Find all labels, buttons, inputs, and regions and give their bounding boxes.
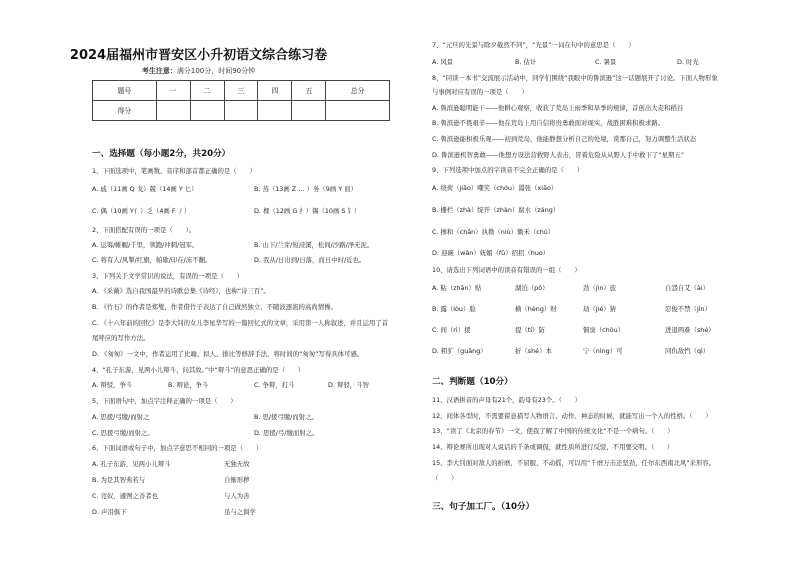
- option-line: A. 思援/弓缴/而射之: [92, 413, 150, 421]
- option-line: D. 迎碗（wǎn）妩媚（fǔ）招招（huo）: [432, 249, 550, 257]
- exam-note: [0, 66, 397, 76]
- question-line: 15、李大钊面对敌人的折磨，不屈服、不动摇，可以用“千磨万击还坚劲，任尔东西南北风”来形容。: [432, 459, 716, 467]
- option-line: D. 声泪俱下: [92, 508, 127, 516]
- score-input-cell[interactable]: [258, 101, 292, 121]
- option-line: B. 思/援弓缴/而射之。: [254, 413, 318, 421]
- option-line: D. 我从/日出到/日落，而日中时/近也。: [254, 256, 366, 264]
- option-line: 进退两难（shé）: [665, 326, 715, 334]
- option-line: B. 辩论，争斗: [168, 381, 209, 389]
- option-line: A. 戚（11画 Q 戈）兢（14画 Y 匕）: [92, 185, 198, 193]
- option-line: A. 《采薇》选自我国最早的诗歌总集《诗经》，也称“诗三百”。: [92, 287, 270, 295]
- question-line: 4、“孔子东游，见两小儿辩斗，问其故。”中“辩斗”的意思正确的是（ ）: [92, 366, 305, 374]
- score-input-cell[interactable]: [292, 101, 326, 121]
- option-line: A. 粘（zhān）贴: [432, 284, 482, 292]
- option-line: D. 粗犷（guǎng）: [432, 347, 487, 355]
- score-input-cell[interactable]: [326, 101, 390, 121]
- question-line: 11、汉语拼音的声母有21个，韵母有23个。（ ）: [432, 396, 582, 404]
- section-heading-judge: 二、判断题（10分）: [432, 377, 513, 387]
- exam-note-text: 满分100分，时间90分钟: [176, 67, 256, 75]
- option-line: 劫（jié）猜: [583, 305, 617, 313]
- option-line: 自怨自艾（ài）: [665, 284, 710, 292]
- score-header-cell: 五: [292, 81, 326, 101]
- question-line: 13、“读了《北京的春节》一文，使我了解了中国的传统文化”不是一个病句。（ ）: [432, 427, 674, 435]
- option-line: A. 孔子东游，见两小儿辩斗: [92, 460, 171, 468]
- score-input-cell[interactable]: [156, 101, 190, 121]
- option-line: 虽与之俱学: [224, 508, 256, 516]
- score-table-score-row: [93, 101, 390, 121]
- section-heading-sentence: 三、句子加工厂。（10分）: [432, 502, 535, 512]
- option-line: 湖泊（pō）: [515, 284, 549, 292]
- question-line: 3、下列关于文学常识的说法，有误的一项是（ ）: [92, 272, 244, 280]
- option-line: A. 鲁滨逊聪明能干——他耕心观察，收获了荒岛上雨季和旱季的规律，首创出大麦和稻谷: [432, 104, 684, 112]
- option-line: C. 《十六年前的回忆》是李大钊的女儿李星华写的一篇回忆式的文章，采用第一人称叙述，并且运用了首: [92, 319, 389, 327]
- option-line: C. 偶（10画 Y亻）乏（4画 F 丿）: [92, 207, 191, 215]
- option-line: A. 绕荷（jiāo）嘲笑（chóu）嚣张（xiāo）: [432, 184, 558, 192]
- option-line: 尾呼应的写作方法。: [92, 334, 150, 342]
- option-line: B. 估计: [515, 58, 537, 66]
- option-line: C. 思援弓缴/而射之。: [92, 429, 154, 437]
- option-line: C. 暑景: [595, 58, 617, 66]
- score-header-cell: 二: [190, 81, 224, 101]
- score-table-header-row: [93, 81, 390, 101]
- option-line: C. 间（rì）援: [432, 326, 471, 334]
- score-table: [92, 80, 390, 121]
- option-line: C. 掺和（chān）执拗（niù）锄禾（chú）: [432, 228, 555, 236]
- page-title: 2024届福州市晋安区小升初语文综合练习卷: [69, 48, 328, 63]
- question-line: 1、下面选项中，笔画数、音序和部首都正确的是（ ）: [92, 167, 256, 175]
- option-line: C. 竞奴，遽图之善者也: [92, 492, 159, 500]
- question-line: 5、下面语句中，加点字注释正确的一项是（ ）: [92, 397, 237, 405]
- question-line: （ ）: [432, 474, 458, 482]
- option-line: 提（tí）防: [515, 326, 545, 334]
- question-line: 14、辩论赛所出现对人说话的千条或调侃，就性质所进行反驳，不用要交明。（ ）: [432, 443, 674, 451]
- score-input-cell[interactable]: [224, 101, 258, 121]
- option-line: B. 《竹石》的作者是郑燮，作者借竹子表达了自己做然独立，不随波逐流的高尚情操。: [92, 303, 337, 311]
- question-line: 9、下列选项中加点的字读音不完全正确的是（ ）: [432, 166, 584, 174]
- score-header-cell: 总分: [326, 81, 390, 101]
- option-line: 劲（jìn）旅: [583, 284, 617, 292]
- option-line: D. 时光: [677, 58, 699, 66]
- option-line: D. 《匆匆》一文中，作者运用了比喻、拟人、排比等修辞手法，将时间的“匆匆”写得具体可感。: [92, 350, 364, 358]
- question-line: 8、“同读一本书”交流展示活动中，同学们围绕“我眼中的鲁滨逊”这一话题展开了讨论。下面人物形象: [432, 74, 718, 82]
- option-line: D. 辩驳，斗智: [328, 381, 369, 389]
- score-header-cell: 题号: [93, 81, 157, 101]
- option-line: 横（hèng）财: [515, 305, 557, 313]
- option-line: B. 栅栏（zhà）绽开（zhàn）腐水（záng）: [432, 206, 560, 214]
- question-line: 10、请选出下列词语中的读音有错误的一组（ ）: [432, 266, 581, 274]
- option-line: A. 风景: [432, 58, 454, 66]
- option-line: 同仇敌忾（qì）: [665, 347, 710, 355]
- exam-note-label: 考生注意：: [141, 67, 177, 75]
- score-row-label: 得分: [93, 101, 157, 121]
- option-line: D. 思援/弓/缴而射之。: [254, 429, 319, 437]
- score-header-cell: 四: [258, 81, 292, 101]
- option-line: C. 鲁滨逊能积极乐观——初到荒岛，他能静想分析自己的处境，赏那自己，努力调整生活状态: [432, 135, 697, 143]
- question-line: 与事例对应有误的一项是（ ）: [432, 88, 528, 96]
- option-line: 铜臭（chòu）: [583, 326, 625, 334]
- option-line: A. 辩驳，争斗: [92, 381, 133, 389]
- option-line: 折（shé）本: [515, 347, 552, 355]
- option-line: B. 露（lòu）脸: [432, 305, 476, 313]
- option-line: A. 运筹/帷幄/千里，领跑/冲刺/冠军。: [92, 241, 199, 249]
- question-line: 7、“元旦的光景与除夕截然不同”，“光景”一词在句中的意思是（ ）: [432, 41, 635, 49]
- option-line: B. 鲁滨逊不畏艰辛——他在荒岛上用自信将贵勇敢面对现实，战胜困难积极求路。: [432, 119, 665, 127]
- left-column: [0, 0, 390, 562]
- right-column: [397, 0, 787, 562]
- question-line: 12、间体各型时，不需要留意描写人物语言、动作、神态的时候，就能写出一个人的性格。（ ）: [432, 412, 712, 420]
- option-line: 宁（nìng）可: [583, 347, 623, 355]
- option-line: B. 山下/兰芽/短浸溪，松间/沙路/净无泥。: [254, 241, 374, 249]
- question-line: 6、下面词语或句子中，加点字意思不相同的一项是（ ）: [92, 444, 263, 452]
- option-line: 自惭形秽: [224, 476, 250, 484]
- option-line: C. 将有人/风掣/红旗，帕歇/印在/冻不翻。: [92, 256, 212, 264]
- option-line: 与人为善: [224, 492, 250, 500]
- score-input-cell[interactable]: [190, 101, 224, 121]
- score-header-cell: 一: [156, 81, 190, 101]
- option-line: D. 棵（12画 G 扌）锡（10画 S 钅）: [254, 207, 361, 215]
- option-line: D. 鲁滨逊机智勇敢——他想方设法营救野人表击，冒着危险从从野人手中救下了“星期五”: [432, 151, 685, 159]
- question-line: 2、下面搭配有误的一项是（ ）。: [92, 226, 196, 234]
- option-line: C. 争辩，打斗: [254, 381, 295, 389]
- option-line: B. 蒸（13画 Z … ）务（9画 Y 皿）: [254, 185, 357, 193]
- option-line: 无独无故: [224, 460, 250, 468]
- score-header-cell: 三: [224, 81, 258, 101]
- section-heading-choice: 一、选择题（每小题2分，共20分）: [92, 149, 231, 159]
- option-line: 忍俊不禁（jìn）: [665, 305, 711, 313]
- option-line: B. 为是其智弗若与: [92, 476, 146, 484]
